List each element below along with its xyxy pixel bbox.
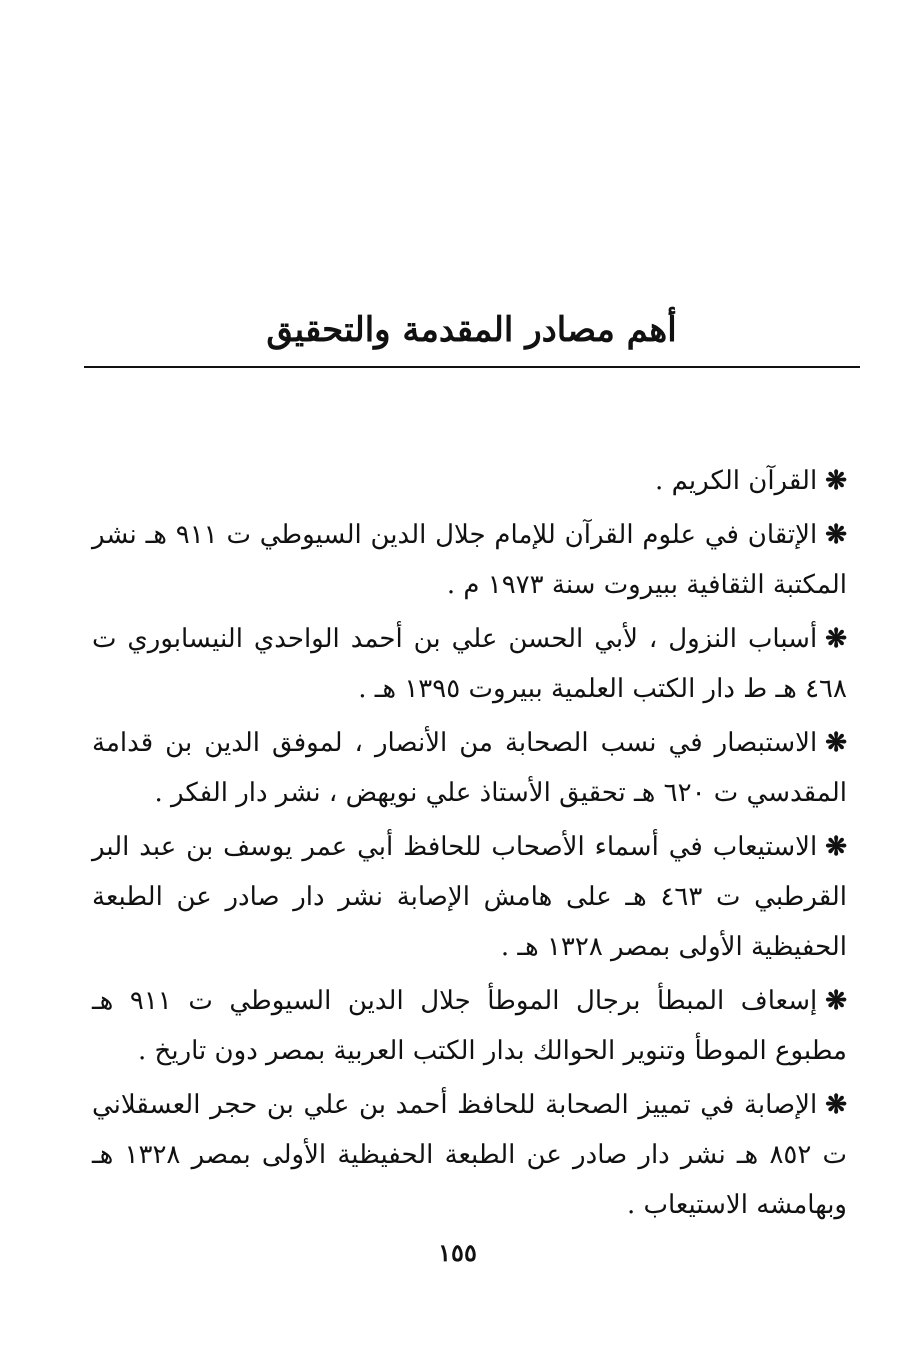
list-item <box>92 976 847 1076</box>
list-item <box>92 614 847 714</box>
list-item <box>92 456 847 506</box>
entry-text: إسعاف المبطأ برجال الموطأ جلال الدين السيوطي ت ٩١١ هـ مطبوع الموطأ وتنوير الحوالك بدار الكتب العربية بمصر دون تاريخ . <box>92 986 847 1066</box>
entry-text: الإتقان في علوم القرآن للإمام جلال الدين السيوطي ت ٩١١ هـ نشر المكتبة الثقافية ببيروت سنة ١٩٧٣ م . <box>92 520 847 600</box>
list-item <box>92 822 847 972</box>
asterisk-icon: ❋ <box>825 520 848 550</box>
entry-text: أسباب النزول ، لأبي الحسن علي بن أحمد الواحدي النيسابوري ت ٤٦٨ هـ ط دار الكتب العلمية ببيروت ١٣٩٥ هـ . <box>92 624 847 704</box>
entry-text: القرآن الكريم . <box>655 466 818 496</box>
entry-text: الاستبصار في نسب الصحابة من الأنصار ، لموفق الدين بن قدامة المقدسي ت ٦٢٠ هـ تحقيق الأستاذ علي نويهض ، نشر دار الفكر . <box>92 728 847 808</box>
page-title: أهم مصادر المقدمة والتحقيق <box>266 310 677 350</box>
entry-text: الاستيعاب في أسماء الأصحاب للحافظ أبي عمر يوسف بن عبد البر القرطبي ت ٤٦٣ هـ على هامش الإصابة نشر دار صادر عن الطبعة الحفيظية الأولى بمصر ١٣٢٨ هـ . <box>92 832 848 962</box>
asterisk-icon: ❋ <box>825 986 848 1016</box>
sources-list <box>92 456 847 1234</box>
title-divider <box>84 366 860 368</box>
list-item <box>92 510 847 610</box>
page-number: ١٥٥ <box>438 1238 477 1267</box>
asterisk-icon: ❋ <box>825 624 847 654</box>
asterisk-icon: ❋ <box>825 728 847 758</box>
asterisk-icon: ❋ <box>825 1090 847 1120</box>
list-item <box>92 718 847 818</box>
list-item <box>92 1080 847 1230</box>
entry-text: الإصابة في تمييز الصحابة للحافظ أحمد بن علي بن حجر العسقلاني ت ٨٥٢ هـ نشر دار صادر عن الطبعة الحفيظية الأولى بمصر ١٣٢٨ هـ وبهامشه الاستيعاب . <box>92 1090 848 1220</box>
asterisk-icon: ❋ <box>825 466 847 496</box>
asterisk-icon: ❋ <box>825 832 847 862</box>
